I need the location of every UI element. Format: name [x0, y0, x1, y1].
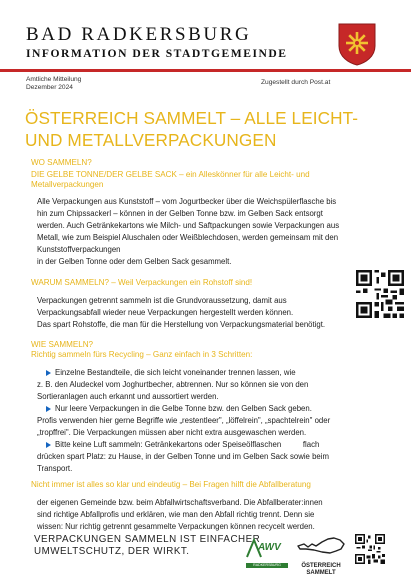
list-item-text: Bitte keine Luft sammeln: Getränkekartons oder Speiseölflaschen flach: [55, 440, 320, 449]
paragraph-line: z. B. den Aludeckel vom Joghurtbecher, abtrennen. Nur so können sie von den: [37, 380, 309, 389]
paragraph-line: Metall, wie zum Beispiel Aluschalen oder Weißblechdosen, werden gemeinsam mit den: [37, 233, 339, 242]
qr-code-icon: [356, 270, 404, 318]
austria-map-icon: [296, 534, 346, 558]
oesterreich-sammelt-logo: [295, 534, 347, 582]
bullet-arrow-icon: [46, 370, 51, 376]
list-item: [46, 404, 312, 414]
article-title: [25, 107, 395, 151]
paragraph-line: Das spart Rohstoffe, die man für die Herstellung von Verpackungsmaterial benötigt.: [37, 320, 326, 329]
coat-of-arms-icon: [337, 22, 377, 66]
paragraph-line: Kunststoffverpackungen: [37, 245, 121, 254]
list-item: [46, 368, 296, 378]
title-line: ÖSTERREICH SAMMELT – ALLE LEICHT-: [25, 108, 359, 128]
awv-logo: [246, 536, 288, 566]
section-heading: Metallverpackungen: [31, 180, 104, 189]
paragraph-line: werden. Auch Getränkekartons wie Milch- und Saftpackungen sowie Verpackungen aus: [37, 221, 340, 230]
section-heading: WO SAMMELN?: [31, 158, 92, 167]
section-heading: Nicht immer ist alles so klar und eindeutig – Bei Fragen hilft die Abfallberatung: [31, 480, 311, 489]
slogan-line: UMWELTSCHUTZ, DER WIRKT.: [34, 546, 190, 557]
footer-slogan: [34, 534, 260, 558]
awv-sub: RADKERSBURG: [246, 563, 288, 568]
paragraph-line: Profis verwenden hier gerne Begriffe wie „restentleer", „löffelrein", „spachtelrein" oder: [37, 416, 331, 425]
paragraph-line: sind richtige Abfallprofis und erklären, wie man den Abfall richtig trennt. Denn sie: [37, 510, 315, 519]
qr-code-icon: [355, 534, 385, 564]
section-heading: DIE GELBE TONNE/DER GELBE SACK – ein Alleskönner für alle Leicht- und: [31, 170, 310, 179]
paragraph-line: Alle Verpackungen aus Kunststoff – vom Jogurtbecker über die Weichspülerflasche bis: [37, 197, 337, 206]
town-name: BAD RADKERSBURG: [26, 24, 252, 45]
list-item-text: Einzelne Bestandteile, die sich leicht voneinander trennen lassen, wie: [55, 368, 296, 377]
delivery-label: Zugestellt durch Post.at: [261, 79, 331, 86]
section-heading: Richtig sammeln fürs Recycling – Ganz einfach in 3 Schritten:: [31, 350, 253, 359]
oes-label: ÖSTERREICH: [301, 563, 341, 569]
bullet-arrow-icon: [46, 442, 51, 448]
paragraph-line: Sortieranlagen auch erkannt und aussortiert werden.: [37, 392, 219, 401]
paragraph-line: Verpackungen getrennt sammeln ist die Grundvoraussetzung, damit aus: [37, 296, 287, 305]
list-item: [46, 440, 319, 450]
date-label: Dezember 2024: [26, 84, 73, 91]
oes-label: SAMMELT: [306, 570, 336, 576]
paragraph-line: in der Gelben Tonne oder dem Gelben Sack gesammelt.: [37, 257, 232, 266]
header-subtitle: INFORMATION DER STADTGEMEINDE: [26, 47, 288, 60]
paragraph-line: „tropffrei". Die Verpackungen müssen aber nicht extra ausgewaschen werden.: [37, 428, 307, 437]
paragraph-line: Verpackungsabfall wieder neue Verpackungen hergestellt werden können.: [37, 308, 294, 317]
paragraph-line: Transport.: [37, 464, 73, 473]
paragraph-line: wissen: Nur richtig getrennt gesammelte Verpackungen können recycelt werden.: [37, 522, 315, 531]
list-item-text: Nur leere Verpackungen in die Gelbe Tonne bzw. den Gelben Sack geben.: [55, 404, 312, 413]
title-line: UND METALLVERPACKUNGEN: [25, 130, 277, 150]
slogan-line: VERPACKUNGEN SAMMELN IST EINFACHER: [34, 534, 261, 545]
paragraph-line: der eigenen Gemeinde bzw. beim Abfallwirtschaftsverband. Die Abfallberater:innen: [37, 498, 323, 507]
awv-logo-text: AWV: [258, 542, 281, 553]
section-heading: WIE SAMMELN?: [31, 340, 94, 349]
section-heading: WARUM SAMMELN? – Weil Verpackungen ein Rohstoff sind!: [31, 278, 253, 287]
bullet-arrow-icon: [46, 406, 51, 412]
notice-label: Amtliche Mitteilung: [26, 76, 82, 83]
header-divider: [0, 69, 411, 72]
paragraph-line: hin zum Chipssackerl – können in der Gelben Tonne bzw. im Gelben Sack entsorgt: [37, 209, 323, 218]
awv-logo-mark-icon: [246, 536, 288, 558]
paragraph-line: drücken spart Platz: zu Hause, in der Gelben Tonne und im Gelben Sack sowie beim: [37, 452, 329, 461]
